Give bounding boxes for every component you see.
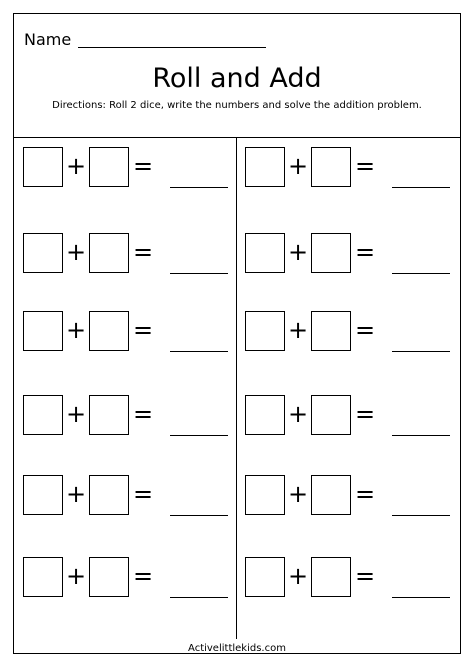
first-number-box[interactable]: [23, 557, 63, 597]
equals-sign: =: [354, 480, 376, 508]
plus-sign: +: [65, 562, 87, 590]
answer-line[interactable]: [392, 187, 450, 188]
first-number-box[interactable]: [245, 147, 285, 187]
equals-sign: =: [132, 152, 154, 180]
second-number-box[interactable]: [311, 475, 351, 515]
first-number-box[interactable]: [23, 233, 63, 273]
answer-line[interactable]: [170, 435, 228, 436]
equals-sign: =: [132, 480, 154, 508]
second-number-box[interactable]: [89, 557, 129, 597]
first-number-box[interactable]: [245, 311, 285, 351]
second-number-box[interactable]: [311, 311, 351, 351]
second-number-box[interactable]: [89, 147, 129, 187]
equals-sign: =: [354, 400, 376, 428]
directions-text: Directions: Roll 2 dice, write the numbers and solve the addition problem.: [52, 100, 422, 111]
equals-sign: =: [354, 238, 376, 266]
equals-sign: =: [132, 316, 154, 344]
addition-problem: [245, 395, 460, 439]
addition-problem: [245, 147, 460, 191]
addition-problem: [245, 557, 460, 601]
answer-line[interactable]: [170, 187, 228, 188]
second-number-box[interactable]: [89, 395, 129, 435]
equals-sign: =: [132, 238, 154, 266]
worksheet-title: Roll and Add: [152, 63, 322, 94]
plus-sign: +: [65, 480, 87, 508]
second-number-box[interactable]: [311, 233, 351, 273]
equals-sign: =: [354, 316, 376, 344]
plus-sign: +: [65, 316, 87, 344]
first-number-box[interactable]: [245, 557, 285, 597]
second-number-box[interactable]: [89, 311, 129, 351]
answer-line[interactable]: [170, 597, 228, 598]
addition-problem: [23, 233, 238, 277]
addition-problem: [23, 557, 238, 601]
answer-line[interactable]: [392, 597, 450, 598]
addition-problem: [23, 311, 238, 355]
addition-problem: [245, 475, 460, 519]
plus-sign: +: [65, 152, 87, 180]
plus-sign: +: [287, 400, 309, 428]
plus-sign: +: [287, 316, 309, 344]
first-number-box[interactable]: [245, 233, 285, 273]
addition-problem: [245, 233, 460, 277]
second-number-box[interactable]: [89, 475, 129, 515]
second-number-box[interactable]: [311, 395, 351, 435]
addition-problem: [23, 395, 238, 439]
answer-line[interactable]: [392, 351, 450, 352]
worksheet-header: [14, 14, 460, 138]
name-label: Name: [24, 30, 72, 49]
plus-sign: +: [65, 238, 87, 266]
first-number-box[interactable]: [245, 475, 285, 515]
answer-line[interactable]: [392, 435, 450, 436]
first-number-box[interactable]: [245, 395, 285, 435]
worksheet-frame: [13, 13, 461, 654]
equals-sign: =: [354, 152, 376, 180]
addition-problem: [245, 311, 460, 355]
answer-line[interactable]: [170, 351, 228, 352]
plus-sign: +: [287, 238, 309, 266]
plus-sign: +: [287, 562, 309, 590]
equals-sign: =: [354, 562, 376, 590]
answer-line[interactable]: [170, 273, 228, 274]
addition-problem: [23, 147, 238, 191]
name-write-line[interactable]: [78, 47, 266, 48]
footer-site: Activelittlekids.com: [188, 643, 286, 654]
addition-problem: [23, 475, 238, 519]
second-number-box[interactable]: [311, 557, 351, 597]
second-number-box[interactable]: [89, 233, 129, 273]
plus-sign: +: [287, 152, 309, 180]
answer-line[interactable]: [170, 515, 228, 516]
answer-line[interactable]: [392, 515, 450, 516]
plus-sign: +: [287, 480, 309, 508]
answer-line[interactable]: [392, 273, 450, 274]
plus-sign: +: [65, 400, 87, 428]
second-number-box[interactable]: [311, 147, 351, 187]
first-number-box[interactable]: [23, 147, 63, 187]
first-number-box[interactable]: [23, 311, 63, 351]
equals-sign: =: [132, 400, 154, 428]
first-number-box[interactable]: [23, 395, 63, 435]
first-number-box[interactable]: [23, 475, 63, 515]
equals-sign: =: [132, 562, 154, 590]
